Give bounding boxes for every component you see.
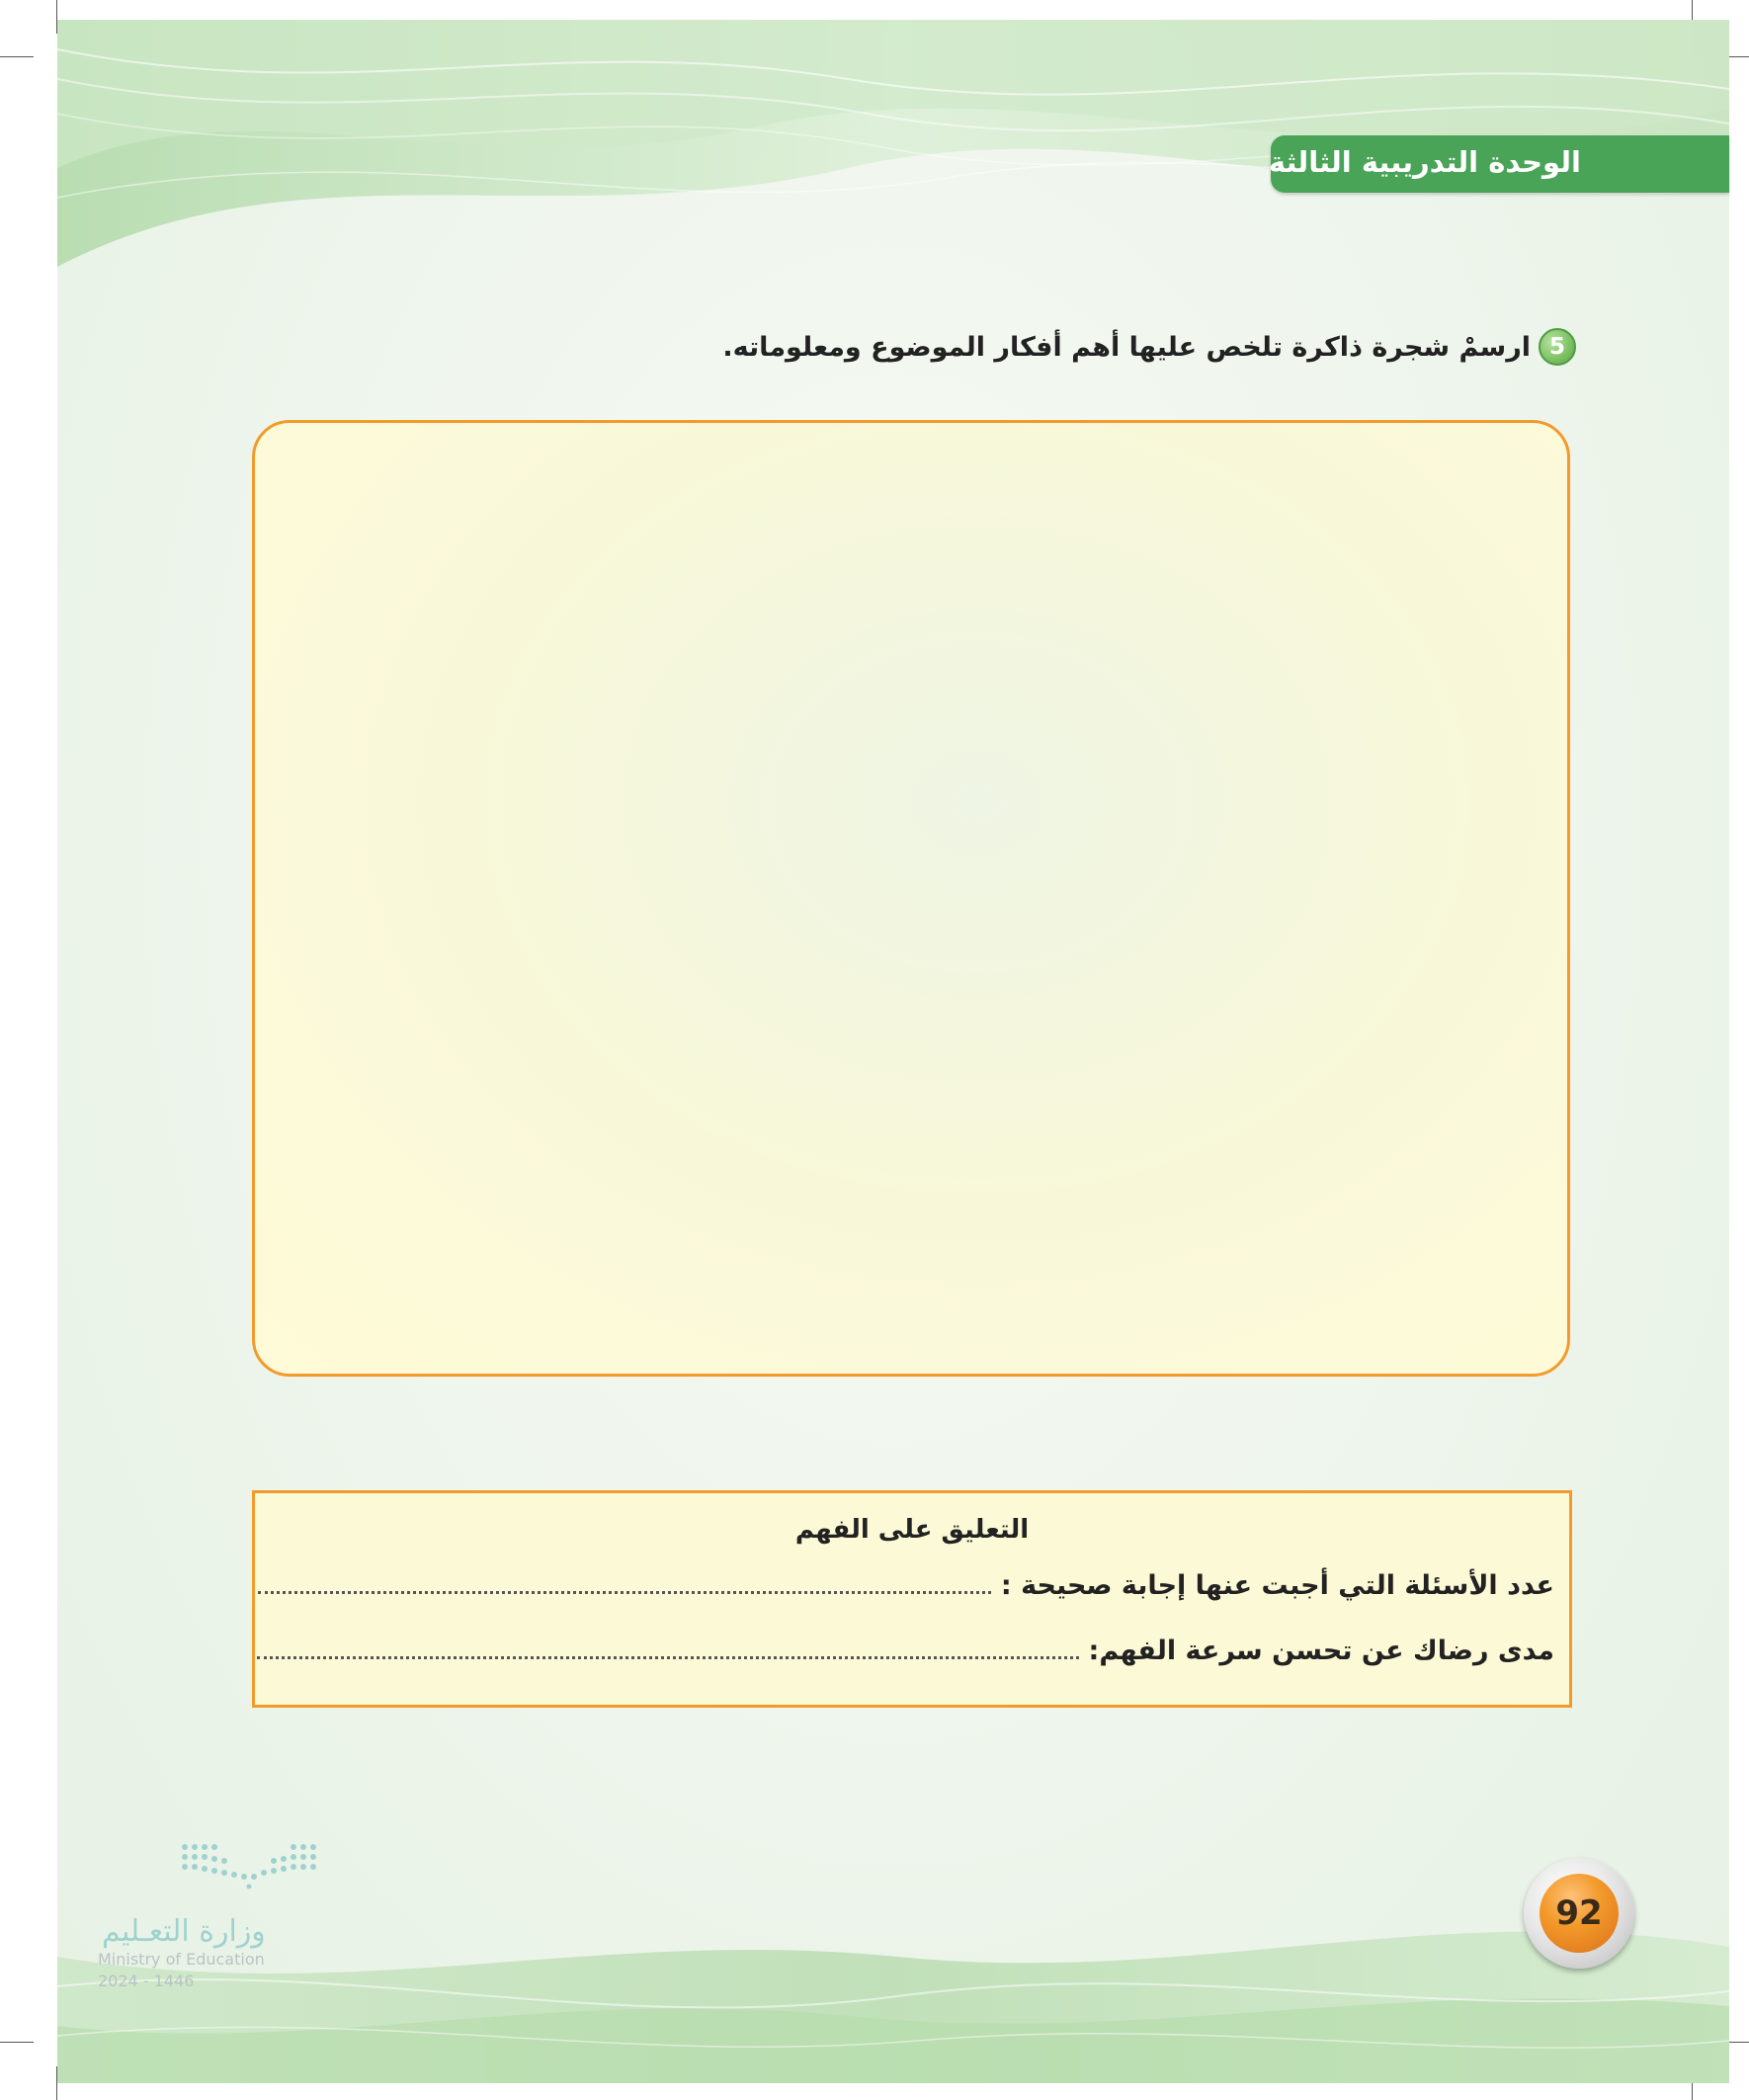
crop-mark [0,2042,34,2043]
ministry-name-english: Ministry of Education [98,1950,265,1969]
question-line [722,328,1576,366]
correct-answers-field[interactable] [258,1590,991,1594]
unit-header-tab [1268,135,1729,193]
question-text: ارسمْ شجرة ذاكرة تلخص عليها أهم أفكار الموضوع ومعلوماته. [722,331,1531,363]
page-number: 92 [1540,1874,1619,1953]
correct-answers-line [258,1570,1554,1601]
unit-title: الوحدة التدريبية الثالثة [1268,145,1581,179]
comprehension-comment-box [252,1490,1572,1708]
ministry-logo-icon [94,1833,351,1912]
correct-answers-label: عدد الأسئلة التي أجبت عنها إجابة صحيحة : [1000,1570,1554,1601]
drawing-area[interactable] [252,420,1570,1377]
ministry-year: 2024 - 1446 [98,1972,195,1990]
crop-mark [0,56,34,57]
satisfaction-line [257,1636,1554,1666]
ministry-name-arabic: وزارة التعـليم [102,1914,266,1949]
comment-title: التعليق على الفهم [794,1515,1030,1545]
satisfaction-field[interactable] [257,1655,1079,1659]
page-number-badge [1524,1858,1634,1969]
question-number-badge: 5 [1539,328,1576,366]
ministry-logo [94,1833,351,1991]
satisfaction-label: مدى رضاك عن تحسن سرعة الفهم: [1088,1636,1554,1666]
